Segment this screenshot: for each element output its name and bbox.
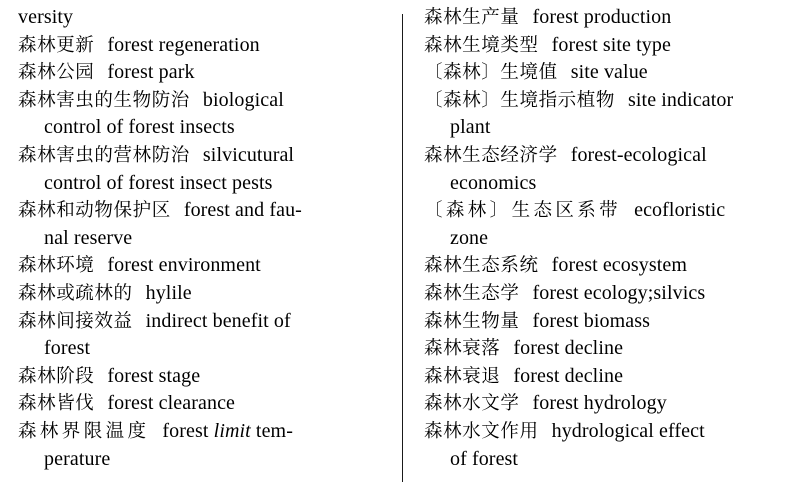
headword: 森林水文作用 <box>423 420 539 442</box>
dictionary-entry <box>424 32 790 60</box>
translation-continuation: plant <box>449 116 491 139</box>
headword: 森林或疏林的 <box>18 282 133 304</box>
headword: 森林生物量 <box>423 310 520 332</box>
translation: biological <box>202 88 284 111</box>
translation: hydrological effect <box>551 419 705 442</box>
headword: 森林公园 <box>18 62 95 84</box>
translation: forest-ecological <box>570 143 707 166</box>
dictionary-entry <box>424 418 790 473</box>
dictionary-entry <box>18 252 386 280</box>
headword: 〔森林〕生境值 <box>423 62 558 84</box>
translation: indirect benefit of <box>145 309 291 332</box>
dictionary-entry <box>424 390 790 418</box>
headword: 森林生态系统 <box>423 255 539 277</box>
headword: 森林害虫的营林防治 <box>18 144 190 166</box>
translation-continuation: of forest <box>449 447 519 470</box>
headword: 森林更新 <box>18 34 95 56</box>
dictionary-entry <box>18 32 386 60</box>
translation: forest clearance <box>107 392 236 415</box>
translation: forest site type <box>551 33 671 56</box>
headword: 森林界限温度 <box>18 420 150 442</box>
translation: silvicutural <box>202 143 295 166</box>
headword: 森林和动物保护区 <box>18 200 171 222</box>
dictionary-entry <box>424 363 790 391</box>
translation-continuation: control of forest insects <box>44 116 235 139</box>
translation: forest ecology;silvics <box>532 281 706 304</box>
translation-continuation: zone <box>449 226 489 249</box>
translation-continuation: nal reserve <box>44 226 133 249</box>
translation-continuation: economics <box>449 171 537 194</box>
dictionary-entry <box>18 280 386 308</box>
translation: forest biomass <box>532 309 650 332</box>
headword: 森林害虫的生物防治 <box>18 89 190 111</box>
headword: 森林间接效益 <box>18 310 133 332</box>
headword: 〔森林〕生态区系带 <box>423 200 622 222</box>
continuation-text: versity <box>18 6 74 28</box>
dictionary-entry <box>424 59 790 87</box>
dictionary-entry <box>18 87 386 142</box>
translation: forest decline <box>513 364 624 387</box>
translation: ecofloristic <box>634 199 726 222</box>
dictionary-entry <box>18 390 386 418</box>
translation: forest hydrology <box>532 392 667 415</box>
right-column <box>400 4 794 499</box>
headword: 森林生境类型 <box>423 34 539 56</box>
translation: forest and fau- <box>183 199 302 222</box>
dictionary-entry <box>424 252 790 280</box>
translation: forest ecosystem <box>551 254 688 277</box>
translation-continuation: control of forest insect pests <box>44 171 273 194</box>
dictionary-entry <box>424 280 790 308</box>
headword: 森林环境 <box>18 255 95 277</box>
translation: hylile <box>145 281 192 304</box>
left-column <box>6 4 400 499</box>
translation: site value <box>570 61 648 84</box>
translation: forest production <box>532 6 672 28</box>
dictionary-entry <box>18 142 386 197</box>
dictionary-entry <box>18 363 386 391</box>
headword: 森林衰退 <box>423 365 501 387</box>
headword: 森林阶段 <box>18 365 95 387</box>
translation: forest regeneration <box>107 33 260 56</box>
dictionary-entry <box>18 197 386 252</box>
dictionary-entry <box>424 308 790 336</box>
translation: forest park <box>107 61 195 84</box>
page-columns <box>6 4 794 499</box>
translation-continuation: forest <box>44 337 91 360</box>
dictionary-entry <box>18 59 386 87</box>
headword: 森林皆伐 <box>18 393 95 415</box>
headword: 〔森林〕生境指示植物 <box>423 89 615 111</box>
dictionary-entry <box>424 142 790 197</box>
translation-continuation: perature <box>44 447 111 470</box>
continuation-line <box>18 4 386 32</box>
headword: 森林生产量 <box>423 7 520 28</box>
dictionary-entry <box>424 4 790 32</box>
translation: forest <box>162 419 214 442</box>
dictionary-entry <box>424 87 790 142</box>
translation-italic: limit <box>213 419 251 442</box>
translation: site indicator <box>628 88 734 111</box>
dictionary-entry <box>424 335 790 363</box>
translation: forest decline <box>513 337 624 360</box>
translation: forest stage <box>107 364 201 387</box>
headword: 森林生态学 <box>423 282 520 304</box>
dictionary-entry <box>424 197 790 252</box>
dictionary-entry <box>18 308 386 363</box>
headword: 森林生态经济学 <box>423 144 558 166</box>
translation-tail: tem- <box>250 419 293 442</box>
headword: 森林水文学 <box>423 393 520 415</box>
headword: 森林衰落 <box>423 338 501 360</box>
translation: forest environment <box>107 254 261 277</box>
dictionary-entry <box>18 418 386 473</box>
